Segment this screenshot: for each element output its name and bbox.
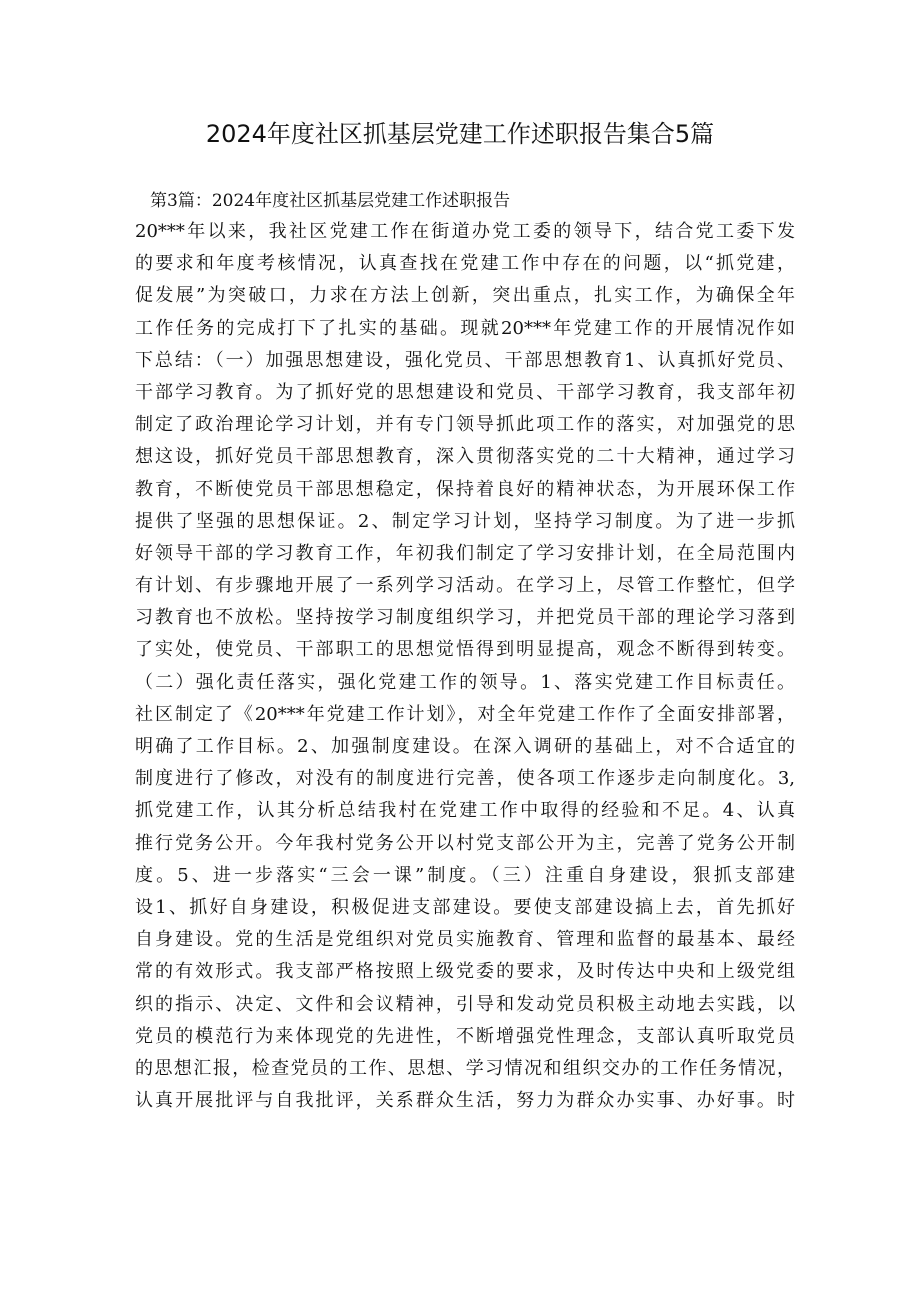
- body-line: （二）强化责任落实，强化党建工作的领导。1、落实党建工作目标责任。: [135, 671, 795, 693]
- body-line: 度。5、进一步落实“三会一课”制度。（三）注重自身建设，狠抓支部建: [135, 864, 795, 886]
- body-line: 教育，不断使党员干部思想稳定，保持着良好的精神状态，为开展环保工作: [135, 478, 795, 500]
- body-line: 的要求和年度考核情况，认真查找在党建工作中存在的问题，以“抓党建，: [135, 253, 795, 275]
- body-line: 常的有效形式。我支部严格按照上级党委的要求，及时传达中央和上级党组: [135, 961, 795, 983]
- body-line: 社区制定了《20***年党建工作计划》，对全年党建工作作了全面安排部署，: [135, 703, 795, 725]
- body-line: 习教育也不放松。坚持按学习制度组织学习，并把党员干部的理论学习落到: [135, 607, 795, 629]
- body-line: 促发展”为突破口，力求在方法上创新，突出重点，扎实工作，为确保全年: [135, 285, 795, 307]
- body-line: 制度进行了修改，对没有的制度进行完善，使各项工作逐步走向制度化。3,: [135, 768, 795, 790]
- body-line: 自身建设。党的生活是党组织对党员实施教育、管理和监督的最基本、最经: [135, 929, 795, 951]
- body-line: 提供了坚强的思想保证。2、制定学习计划，坚持学习制度。为了进一步抓: [135, 510, 795, 532]
- body-line: 想这设，抓好党员干部思想教育，深入贯彻落实党的二十大精神，通过学习: [135, 446, 795, 468]
- document-title: 2024年度社区抓基层党建工作述职报告集合5篇: [205, 120, 715, 148]
- body-line: 制定了政治理论学习计划，并有专门领导抓此项工作的落实，对加强党的思: [135, 414, 795, 436]
- body-line: 党员的模范行为来体现党的先进性，不断增强党性理念，支部认真听取党员: [135, 1025, 795, 1047]
- body-line: 干部学习教育。为了抓好党的思想建设和党员、干部学习教育，我支部年初: [135, 381, 795, 403]
- body-line: 明确了工作目标。2、加强制度建设。在深入调研的基础上，对不合适宜的: [135, 736, 795, 757]
- body-line: 织的指示、决定、文件和会议精神，引导和发动党员积极主动地去实践，以: [135, 993, 795, 1015]
- body-line: 抓党建工作，认其分析总结我村在党建工作中取得的经验和不足。4、认真: [135, 800, 795, 822]
- body-line: 好领导干部的学习教育工作，年初我们制定了学习安排计划，在全局范围内: [135, 542, 795, 564]
- section-heading: 第3篇：2024年度社区抓基层党建工作述职报告: [150, 191, 511, 211]
- body-paragraph: [135, 216, 795, 1117]
- body-line: 的思想汇报，检查党员的工作、思想、学习情况和组织交办的工作任务情况，: [135, 1057, 795, 1079]
- body-line: 下总结：（一）加强思想建设，强化党员、干部思想教育1、认真抓好党员、: [135, 349, 795, 371]
- body-line: 20***年以来，我社区党建工作在街道办党工委的领导下，结合党工委下发: [135, 221, 795, 242]
- body-line: 设1、抓好自身建设，积极促进支部建设。要使支部建设搞上去，首先抓好: [135, 896, 795, 918]
- body-line: 有计划、有步骤地开展了一系列学习活动。在学习上，尽管工作整忙，但学: [135, 575, 795, 597]
- body-line: 认真开展批评与自我批评，关系群众生活，努力为群众办实事、办好事。时: [135, 1090, 795, 1112]
- body-line: 了实处，使党员、干部职工的思想觉悟得到明显提高，观念不断得到转变。: [135, 639, 795, 661]
- body-line: 推行党务公开。今年我村党务公开以村党支部公开为主，完善了党务公开制: [135, 832, 795, 854]
- body-line: 工作任务的完成打下了扎实的基础。现就20***年党建工作的开展情况作如: [135, 317, 795, 339]
